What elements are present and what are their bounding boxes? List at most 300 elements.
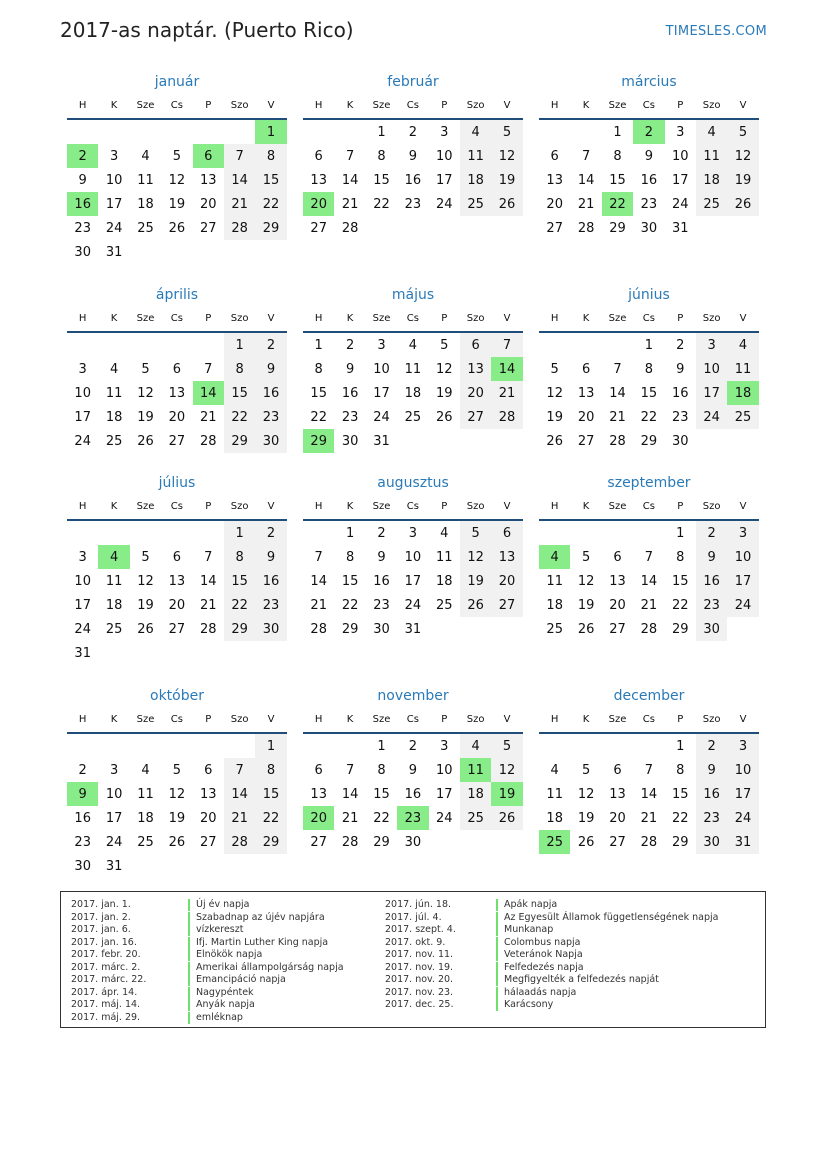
day-cell: 15 bbox=[609, 172, 626, 188]
day-cell: 11 bbox=[137, 172, 154, 188]
legend-date: 2017. jan. 6. bbox=[71, 924, 131, 935]
day-cell: 22 bbox=[671, 597, 689, 613]
day-cell: 7 bbox=[345, 762, 355, 778]
legend-holiday-name: Veteránok Napja bbox=[496, 949, 583, 961]
day-cell: 9 bbox=[255, 545, 286, 569]
legend-date: 2017. máj. 14. bbox=[71, 999, 141, 1010]
empty-cell bbox=[303, 734, 334, 758]
day-cell: 30 bbox=[696, 830, 727, 854]
day-cell: 1 bbox=[613, 124, 622, 140]
empty-cell bbox=[334, 734, 365, 758]
day-cell: 19 bbox=[577, 597, 595, 613]
day-cell: 1 bbox=[377, 738, 386, 754]
day-cell: 24 bbox=[671, 196, 689, 212]
day-cell: 26 bbox=[460, 593, 491, 617]
weekday-header bbox=[303, 493, 523, 521]
weekday-label: H bbox=[78, 500, 87, 512]
day-cell: 24 bbox=[435, 196, 453, 212]
day-cell: 28 bbox=[224, 216, 255, 240]
day-cell: 30 bbox=[696, 617, 727, 641]
legend-holiday-name: Apák napja bbox=[496, 899, 557, 911]
day-cell: 16 bbox=[373, 573, 390, 589]
day-cell: 22 bbox=[224, 593, 255, 617]
day-cell: 31 bbox=[671, 220, 689, 236]
day-cell: 29 bbox=[224, 617, 255, 641]
day-cell: 16 bbox=[671, 385, 689, 401]
day-cell: 28 bbox=[491, 405, 522, 429]
legend-date: 2017. jan. 16. bbox=[71, 936, 137, 948]
day-cell: 4 bbox=[696, 120, 727, 144]
day-cell: 30 bbox=[255, 429, 286, 453]
day-cell: 12 bbox=[168, 786, 186, 802]
day-cell: 13 bbox=[168, 573, 186, 589]
day-cell: 17 bbox=[404, 573, 422, 589]
day-cell: 7 bbox=[314, 549, 323, 565]
month-name: november bbox=[377, 688, 449, 704]
day-cell: 26 bbox=[546, 433, 563, 449]
day-cell: 26 bbox=[137, 621, 154, 637]
day-cell: 25 bbox=[460, 806, 491, 830]
empty-cell bbox=[602, 333, 633, 357]
day-cell: 23 bbox=[255, 593, 286, 617]
month-calendar bbox=[67, 72, 287, 264]
weekday-label: K bbox=[110, 713, 118, 725]
weekday-header bbox=[303, 706, 523, 734]
month-name: július bbox=[158, 475, 196, 491]
day-cell: 19 bbox=[546, 409, 563, 425]
day-cell: 27 bbox=[609, 621, 626, 637]
day-cell: 25 bbox=[546, 621, 563, 637]
holiday-day-cell: 23 bbox=[397, 806, 428, 830]
weekday-label: Sze bbox=[136, 713, 155, 725]
weekday-label: Szo bbox=[230, 312, 249, 324]
day-cell: 22 bbox=[341, 597, 359, 613]
day-cell: 23 bbox=[341, 409, 359, 425]
day-cell: 18 bbox=[105, 409, 123, 425]
empty-cell bbox=[130, 333, 161, 357]
weekday-label: Szo bbox=[230, 713, 249, 725]
weekday-label: Cs bbox=[170, 99, 183, 111]
day-cell: 10 bbox=[74, 385, 91, 401]
day-cell: 12 bbox=[460, 545, 491, 569]
day-cell: 13 bbox=[310, 172, 327, 188]
day-cell: 12 bbox=[577, 573, 595, 589]
day-cell: 4 bbox=[408, 337, 417, 353]
legend-holiday-name: Az Egyesült Államok függetlenségének napja bbox=[496, 912, 718, 924]
day-cell: 9 bbox=[408, 148, 417, 164]
day-cell: 24 bbox=[74, 433, 91, 449]
empty-cell bbox=[570, 333, 601, 357]
day-cell: 20 bbox=[609, 810, 626, 826]
legend-date: 2017. febr. 20. bbox=[71, 949, 141, 960]
day-cell: 30 bbox=[640, 220, 658, 236]
month-calendar bbox=[67, 473, 287, 665]
month-name: május bbox=[391, 287, 435, 303]
day-cell: 8 bbox=[314, 361, 323, 377]
day-cell: 31 bbox=[74, 645, 91, 661]
day-cell: 2 bbox=[78, 762, 87, 778]
day-cell: 2 bbox=[696, 521, 727, 545]
day-cell: 11 bbox=[727, 357, 758, 381]
weekday-label: V bbox=[739, 713, 747, 725]
day-cell: 29 bbox=[671, 834, 689, 850]
day-cell: 24 bbox=[74, 621, 91, 637]
weekday-label: K bbox=[110, 312, 118, 324]
day-cell: 26 bbox=[577, 834, 595, 850]
day-cell: 16 bbox=[341, 385, 359, 401]
day-cell: 15 bbox=[255, 168, 286, 192]
day-cell: 14 bbox=[341, 172, 359, 188]
weekday-label: K bbox=[582, 713, 590, 725]
month-name: június bbox=[628, 287, 670, 303]
day-cell: 28 bbox=[199, 621, 217, 637]
weekday-label: P bbox=[441, 500, 448, 512]
day-cell: 9 bbox=[408, 762, 417, 778]
day-cell: 25 bbox=[696, 192, 727, 216]
day-cell: 5 bbox=[172, 148, 181, 164]
day-cell: 16 bbox=[696, 782, 727, 806]
holiday-day-cell: 20 bbox=[303, 806, 334, 830]
weekday-label: H bbox=[314, 99, 323, 111]
weekday-label: V bbox=[503, 713, 511, 725]
weekday-label: Szo bbox=[702, 312, 721, 324]
day-cell: 7 bbox=[345, 148, 355, 164]
day-cell: 1 bbox=[224, 333, 255, 357]
day-cell: 13 bbox=[546, 172, 563, 188]
weekday-label: H bbox=[314, 500, 323, 512]
day-cell: 9 bbox=[78, 172, 87, 188]
month-calendar bbox=[303, 72, 523, 240]
weekday-label: Szo bbox=[466, 99, 485, 111]
day-cell: 25 bbox=[137, 834, 154, 850]
weekday-label: V bbox=[503, 99, 511, 111]
days-grid bbox=[303, 120, 523, 240]
day-cell: 21 bbox=[640, 810, 658, 826]
weekday-label: Szo bbox=[466, 713, 485, 725]
day-cell: 6 bbox=[491, 521, 522, 545]
day-cell: 19 bbox=[168, 810, 186, 826]
month-name: február bbox=[387, 74, 439, 90]
empty-cell bbox=[130, 120, 161, 144]
weekday-label: P bbox=[677, 713, 684, 725]
empty-cell bbox=[570, 734, 601, 758]
weekday-label: Szo bbox=[230, 99, 249, 111]
day-cell: 8 bbox=[224, 357, 255, 381]
day-cell: 17 bbox=[671, 172, 689, 188]
legend-date: 2017. nov. 11. bbox=[385, 949, 454, 960]
weekday-label: P bbox=[441, 713, 448, 725]
day-cell: 10 bbox=[373, 361, 390, 377]
weekday-label: P bbox=[205, 99, 212, 111]
day-cell: 5 bbox=[727, 120, 758, 144]
day-cell: 13 bbox=[199, 786, 217, 802]
day-cell: 17 bbox=[727, 782, 758, 806]
day-cell: 8 bbox=[644, 361, 653, 377]
holiday-day-cell: 20 bbox=[303, 192, 334, 216]
empty-cell bbox=[539, 333, 570, 357]
day-cell: 3 bbox=[696, 333, 727, 357]
day-cell: 5 bbox=[440, 337, 449, 353]
day-cell: 26 bbox=[137, 433, 154, 449]
day-cell: 20 bbox=[546, 196, 563, 212]
day-cell: 2 bbox=[408, 738, 417, 754]
weekday-label: Cs bbox=[406, 713, 419, 725]
weekday-header bbox=[67, 305, 287, 333]
weekday-label: V bbox=[739, 500, 747, 512]
day-cell: 23 bbox=[74, 834, 91, 850]
weekday-label: Szo bbox=[702, 99, 721, 111]
day-cell: 13 bbox=[609, 786, 626, 802]
days-grid bbox=[303, 734, 523, 854]
day-cell: 30 bbox=[74, 244, 91, 260]
day-cell: 11 bbox=[105, 573, 123, 589]
month-calendar bbox=[67, 686, 287, 878]
days-grid bbox=[303, 521, 523, 641]
day-cell: 17 bbox=[435, 172, 453, 188]
day-cell: 12 bbox=[435, 361, 453, 377]
holiday-day-cell: 1 bbox=[255, 120, 286, 144]
day-cell: 9 bbox=[345, 361, 355, 377]
weekday-header bbox=[539, 305, 759, 333]
day-cell: 13 bbox=[460, 357, 491, 381]
day-cell: 23 bbox=[74, 220, 91, 236]
day-cell: 1 bbox=[377, 124, 386, 140]
day-cell: 28 bbox=[341, 834, 359, 850]
day-cell: 16 bbox=[74, 810, 91, 826]
day-cell: 1 bbox=[676, 738, 685, 754]
legend-holiday-name: Anyák napja bbox=[188, 999, 255, 1011]
day-cell: 2 bbox=[255, 521, 286, 545]
legend-date: 2017. dec. 25. bbox=[385, 999, 454, 1010]
empty-cell bbox=[161, 120, 192, 144]
weekday-label: K bbox=[346, 500, 354, 512]
day-cell: 4 bbox=[460, 734, 491, 758]
day-cell: 30 bbox=[341, 433, 359, 449]
weekday-label: Szo bbox=[702, 713, 721, 725]
day-cell: 14 bbox=[224, 782, 255, 806]
day-cell: 31 bbox=[404, 621, 422, 637]
day-cell: 20 bbox=[199, 810, 217, 826]
legend-holiday-name: Munkanap bbox=[496, 924, 553, 936]
day-cell: 10 bbox=[435, 762, 453, 778]
day-cell: 5 bbox=[581, 762, 591, 778]
day-cell: 8 bbox=[224, 545, 255, 569]
legend-holiday-name: Emancipáció napja bbox=[188, 974, 286, 986]
weekday-label: V bbox=[503, 500, 511, 512]
day-cell: 5 bbox=[491, 120, 522, 144]
day-cell: 22 bbox=[310, 409, 327, 425]
day-cell: 5 bbox=[141, 361, 150, 377]
brand-logo-text[interactable]: TIMESLES.COM bbox=[665, 24, 767, 39]
weekday-label: Cs bbox=[642, 713, 655, 725]
days-grid bbox=[303, 333, 523, 453]
day-cell: 8 bbox=[345, 549, 355, 565]
day-cell: 7 bbox=[491, 333, 522, 357]
weekday-label: Cs bbox=[170, 312, 183, 324]
holiday-day-cell: 16 bbox=[67, 192, 98, 216]
day-cell: 28 bbox=[609, 433, 626, 449]
empty-cell bbox=[224, 734, 255, 758]
day-cell: 21 bbox=[491, 381, 522, 405]
day-cell: 6 bbox=[204, 762, 213, 778]
day-cell: 25 bbox=[137, 220, 154, 236]
month-calendar bbox=[539, 285, 759, 453]
day-cell: 16 bbox=[696, 569, 727, 593]
weekday-label: P bbox=[205, 713, 212, 725]
month-name: augusztus bbox=[377, 475, 449, 491]
day-cell: 1 bbox=[255, 734, 286, 758]
weekday-label: Sze bbox=[136, 312, 155, 324]
day-cell: 26 bbox=[727, 192, 758, 216]
day-cell: 10 bbox=[671, 148, 689, 164]
day-cell: 29 bbox=[255, 216, 286, 240]
month-name: március bbox=[621, 74, 677, 90]
weekday-label: P bbox=[441, 99, 448, 111]
weekday-label: H bbox=[78, 312, 87, 324]
day-cell: 30 bbox=[404, 834, 422, 850]
empty-cell bbox=[539, 734, 570, 758]
day-cell: 3 bbox=[440, 124, 449, 140]
day-cell: 30 bbox=[255, 617, 286, 641]
legend-date: 2017. jún. 18. bbox=[385, 899, 452, 910]
legend-holiday-name: vízkereszt bbox=[188, 924, 243, 936]
legend-date: 2017. máj. 29. bbox=[71, 1011, 141, 1023]
day-cell: 12 bbox=[491, 758, 522, 782]
day-cell: 4 bbox=[550, 762, 559, 778]
weekday-label: Cs bbox=[170, 713, 183, 725]
empty-cell bbox=[67, 521, 98, 545]
holiday-day-cell: 4 bbox=[98, 545, 129, 569]
day-cell: 10 bbox=[696, 357, 727, 381]
day-cell: 24 bbox=[105, 220, 123, 236]
empty-cell bbox=[193, 120, 224, 144]
weekday-label: Sze bbox=[136, 500, 155, 512]
day-cell: 25 bbox=[460, 192, 491, 216]
day-cell: 18 bbox=[546, 810, 563, 826]
weekday-label: P bbox=[441, 312, 448, 324]
day-cell: 19 bbox=[727, 168, 758, 192]
day-cell: 28 bbox=[640, 834, 658, 850]
day-cell: 3 bbox=[109, 148, 119, 164]
weekday-header bbox=[67, 706, 287, 734]
day-cell: 18 bbox=[137, 196, 154, 212]
day-cell: 26 bbox=[577, 621, 595, 637]
weekday-label: K bbox=[582, 500, 590, 512]
day-cell: 17 bbox=[373, 385, 390, 401]
weekday-header bbox=[539, 706, 759, 734]
weekday-label: P bbox=[677, 312, 684, 324]
day-cell: 8 bbox=[377, 762, 386, 778]
day-cell: 7 bbox=[224, 144, 255, 168]
day-cell: 13 bbox=[310, 786, 327, 802]
day-cell: 28 bbox=[224, 830, 255, 854]
holiday-day-cell: 29 bbox=[303, 429, 334, 453]
legend-date: 2017. márc. 2. bbox=[71, 961, 141, 973]
day-cell: 9 bbox=[255, 357, 286, 381]
weekday-label: Sze bbox=[372, 99, 391, 111]
day-cell: 4 bbox=[141, 762, 150, 778]
legend-holiday-name: hálaadás napja bbox=[496, 987, 576, 999]
day-cell: 13 bbox=[491, 545, 522, 569]
day-cell: 7 bbox=[204, 361, 213, 377]
empty-cell bbox=[224, 120, 255, 144]
weekday-label: Cs bbox=[406, 500, 419, 512]
day-cell: 22 bbox=[640, 409, 658, 425]
day-cell: 5 bbox=[581, 549, 591, 565]
day-cell: 18 bbox=[460, 168, 491, 192]
month-calendar bbox=[67, 285, 287, 453]
day-cell: 7 bbox=[613, 361, 622, 377]
day-cell: 8 bbox=[676, 549, 685, 565]
day-cell: 19 bbox=[137, 597, 154, 613]
day-cell: 6 bbox=[172, 361, 181, 377]
empty-cell bbox=[570, 120, 601, 144]
day-cell: 20 bbox=[609, 597, 626, 613]
weekday-label: Cs bbox=[170, 500, 183, 512]
day-cell: 9 bbox=[696, 545, 727, 569]
legend-date: 2017. jan. 2. bbox=[71, 911, 131, 923]
day-cell: 17 bbox=[696, 381, 727, 405]
empty-cell bbox=[161, 734, 192, 758]
day-cell: 27 bbox=[199, 834, 217, 850]
day-cell: 7 bbox=[204, 549, 213, 565]
weekday-header bbox=[303, 305, 523, 333]
month-name: január bbox=[154, 74, 200, 90]
day-cell: 3 bbox=[727, 521, 758, 545]
day-cell: 10 bbox=[105, 786, 123, 802]
day-cell: 3 bbox=[109, 762, 119, 778]
day-cell: 20 bbox=[168, 409, 186, 425]
day-cell: 9 bbox=[377, 549, 386, 565]
weekday-label: H bbox=[550, 500, 559, 512]
day-cell: 26 bbox=[168, 220, 186, 236]
day-cell: 27 bbox=[491, 593, 522, 617]
legend-date: 2017. márc. 22. bbox=[71, 974, 147, 985]
day-cell: 28 bbox=[577, 220, 595, 236]
weekday-header bbox=[539, 92, 759, 120]
weekday-header bbox=[67, 92, 287, 120]
day-cell: 21 bbox=[577, 196, 595, 212]
day-cell: 27 bbox=[310, 834, 327, 850]
empty-cell bbox=[67, 120, 98, 144]
day-cell: 23 bbox=[696, 593, 727, 617]
day-cell: 19 bbox=[137, 409, 154, 425]
weekday-label: Szo bbox=[466, 500, 485, 512]
day-cell: 6 bbox=[613, 762, 622, 778]
day-cell: 26 bbox=[435, 409, 453, 425]
day-cell: 11 bbox=[105, 385, 123, 401]
day-cell: 21 bbox=[199, 597, 217, 613]
weekday-label: V bbox=[739, 312, 747, 324]
day-cell: 21 bbox=[609, 409, 626, 425]
days-grid bbox=[67, 521, 287, 665]
day-cell: 26 bbox=[168, 834, 186, 850]
day-cell: 24 bbox=[404, 597, 422, 613]
holiday-day-cell: 22 bbox=[602, 192, 633, 216]
day-cell: 17 bbox=[105, 196, 123, 212]
weekday-label: Cs bbox=[642, 500, 655, 512]
day-cell: 25 bbox=[105, 433, 123, 449]
day-cell: 24 bbox=[696, 405, 727, 429]
day-cell: 20 bbox=[199, 196, 217, 212]
weekday-label: Sze bbox=[372, 500, 391, 512]
day-cell: 12 bbox=[491, 144, 522, 168]
day-cell: 27 bbox=[310, 220, 327, 236]
day-cell: 20 bbox=[168, 597, 186, 613]
legend-holiday-name: Elnökök napja bbox=[188, 949, 262, 961]
day-cell: 15 bbox=[341, 573, 359, 589]
day-cell: 13 bbox=[168, 385, 186, 401]
